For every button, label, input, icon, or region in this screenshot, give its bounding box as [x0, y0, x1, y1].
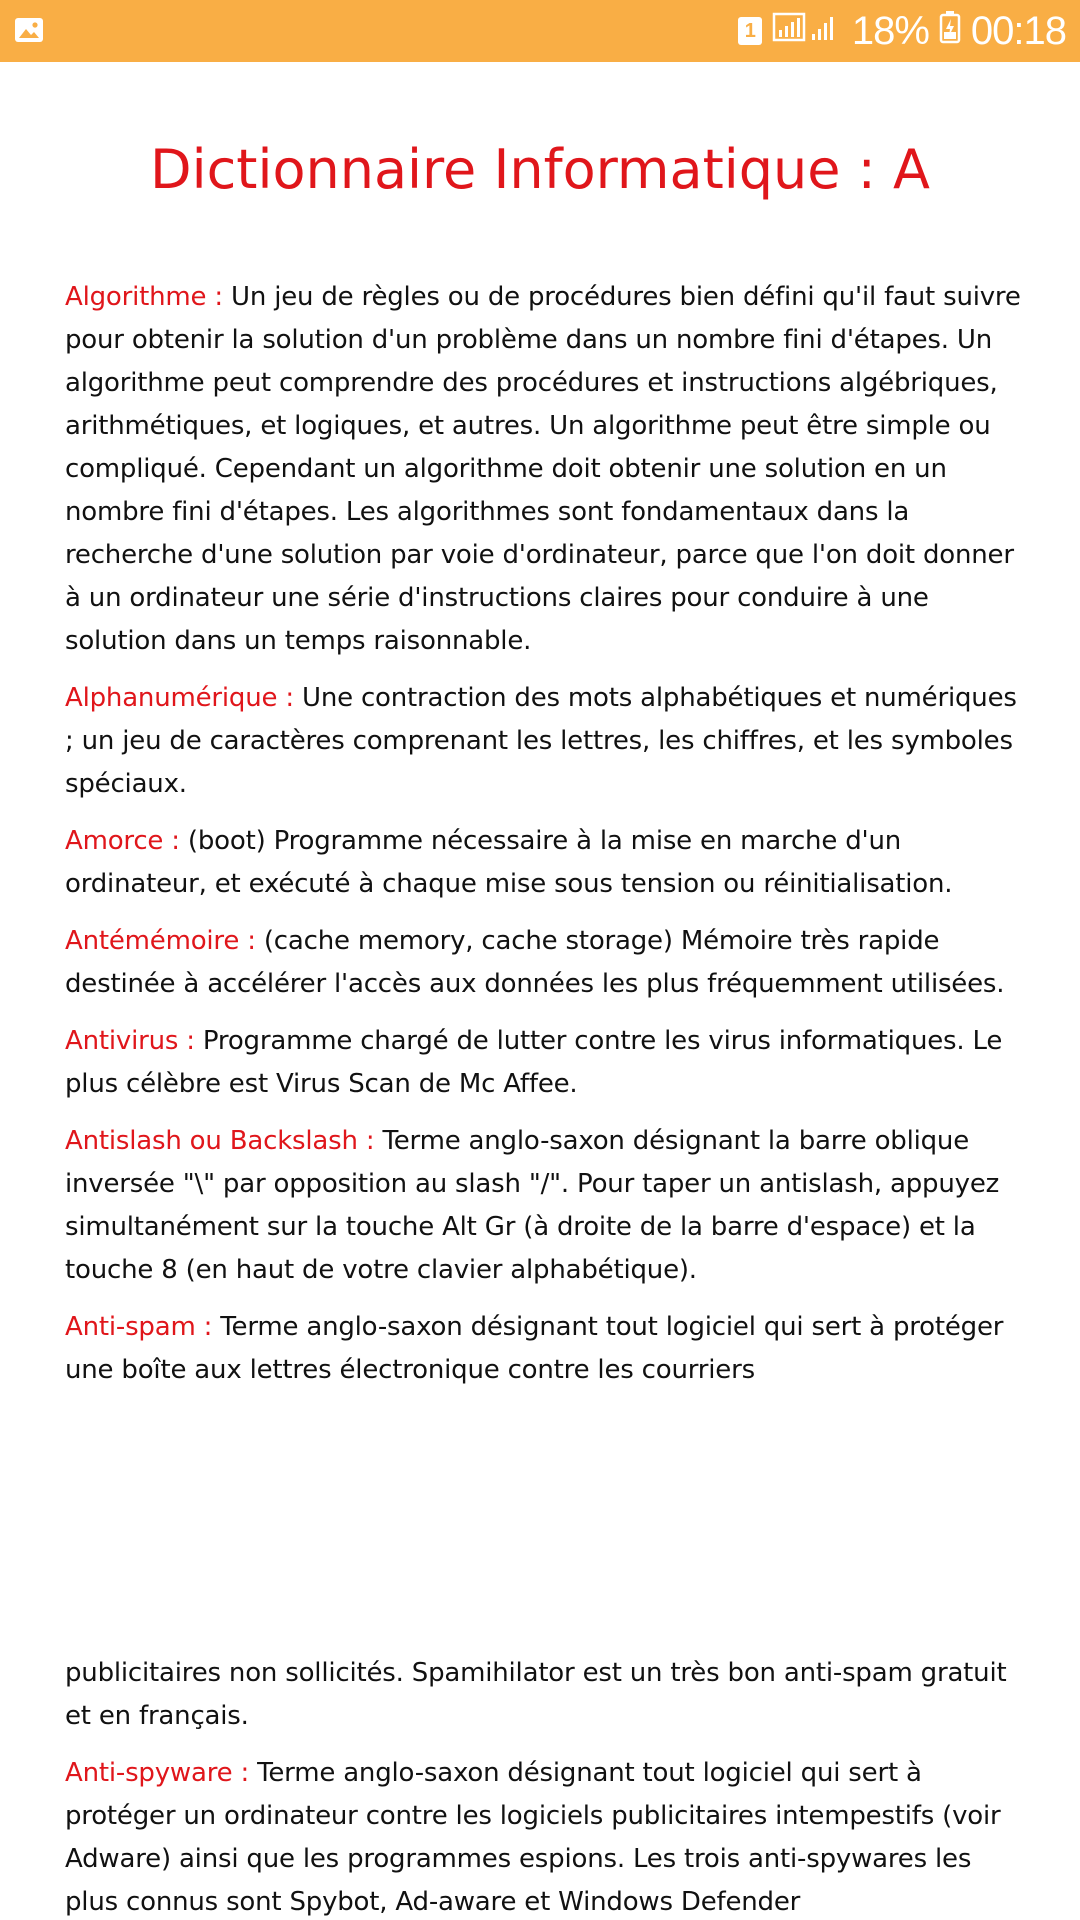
status-indicators	[738, 0, 1066, 62]
entries-list	[65, 276, 1025, 1406]
entry-antememoire	[65, 920, 1025, 1006]
page-title: Dictionnaire Informatique : A	[150, 138, 930, 201]
sim-badge: 1	[738, 17, 762, 45]
entry-definition: Terme anglo-saxon désignant tout logiciel qui sert à protéger un ordinateur contre les logiciels publicitaires intempestifs (voir Adware) ainsi que les programmes espions. Les trois anti-spywares les plus connus sont Spybot, Ad-aware et Windows Defender	[65, 1758, 1001, 1917]
battery-percent: 18%	[851, 8, 929, 53]
entry-term: Anti-spyware :	[65, 1758, 250, 1788]
status-bar	[0, 0, 1080, 62]
entry-term: Antivirus :	[65, 1026, 195, 1056]
entry-term: Anti-spam :	[65, 1312, 213, 1342]
entry-term: Amorce :	[65, 826, 180, 856]
entries-list-continued	[65, 1652, 1025, 1920]
battery-icon	[939, 9, 961, 54]
entry-definition: (cache memory, cache storage) Mémoire très rapide destinée à accélérer l'accès aux données les plus fréquemment utilisées.	[65, 926, 1005, 999]
entry-alphanumerique	[65, 677, 1025, 806]
entry-definition: (boot) Programme nécessaire à la mise en marche d'un ordinateur, et exécuté à chaque mise sous tension ou réinitialisation.	[65, 826, 953, 899]
entry-antivirus	[65, 1020, 1025, 1106]
entry-definition: Un jeu de règles ou de procédures bien défini qu'il faut suivre pour obtenir la solution d'un problème dans un nombre fini d'étapes. Un algorithme peut comprendre des procédures et instructions algébriques, arithmétiques, et logiques, et autres. Un algorithme peut être simple ou compliqué. Cependant un algorithme doit obtenir une solution en un nombre fini d'étapes. Les algorithmes sont fondamentaux dans la recherche d'une solution par voie d'ordinateur, parce que l'on doit donner à un ordinateur une série d'instructions claires pour conduire à une solution dans un temps raisonnable.	[65, 282, 1021, 656]
signal-icon	[772, 9, 842, 54]
document-view[interactable]	[0, 62, 1080, 1920]
entry-definition: Terme anglo-saxon désignant tout logiciel qui sert à protéger une boîte aux lettres électronique contre les courriers	[65, 1312, 1004, 1385]
entry-algorithme	[65, 276, 1025, 663]
entry-anti-spam	[65, 1306, 1025, 1392]
entry-definition: Une contraction des mots alphabétiques et numériques ; un jeu de caractères comprenant les lettres, les chiffres, et les symboles spéciaux.	[65, 683, 1017, 799]
gallery-icon	[14, 15, 44, 45]
entry-definition: Terme anglo-saxon désignant la barre oblique inversée "\" par opposition au slash "/". Pour taper un antislash, appuyez simultanément sur la touche Alt Gr (à droite de la barre d'espace) et la touche 8 (en haut de votre clavier alphabétique).	[65, 1126, 1000, 1285]
entry-continuation: publicitaires non sollicités. Spamihilator est un très bon anti-spam gratuit et en français.	[65, 1658, 1007, 1731]
entry-term: Alphanumérique :	[65, 683, 294, 713]
entry-antislash	[65, 1120, 1025, 1292]
entry-amorce	[65, 820, 1025, 906]
entry-anti-spyware	[65, 1752, 1025, 1920]
clock: 00:18	[970, 8, 1066, 53]
entry-definition: Programme chargé de lutter contre les virus informatiques. Le plus célèbre est Virus Scan de Mc Affee.	[65, 1026, 1003, 1099]
entry-term: Algorithme :	[65, 282, 223, 312]
entry-term: Antislash ou Backslash :	[65, 1126, 375, 1156]
entry-term: Antémémoire :	[65, 926, 256, 956]
